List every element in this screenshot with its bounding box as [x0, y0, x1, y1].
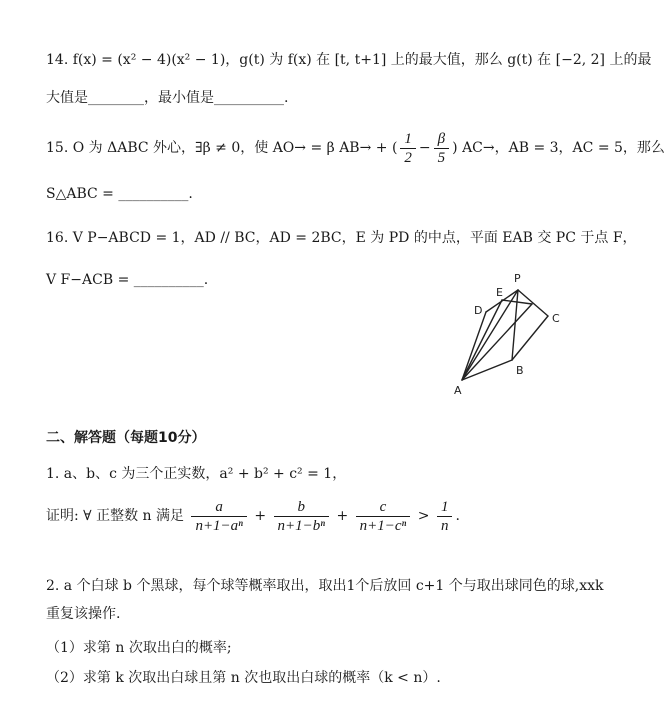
section-heading: 二、解答题（每题10分） [46, 430, 206, 446]
q15-frac-a-den: 2 [400, 148, 416, 167]
q15-suffix: ) AC→，AB = 3，AC = 5，那么 [452, 140, 665, 156]
q15-prefix: 15. O 为 ΔABC 外心，∃β ≠ 0，使 AO→ = β AB→ + ( [46, 140, 398, 156]
q14-line1: 14. f(x) = (x² − 4)(x² − 1)，g(t) 为 f(x) 在 [t, t+1] 上的最大值，那么 g(t) 在 [−2, 2] 上的最 [46, 52, 652, 68]
p2-line1: 2. a 个白球 b 个黑球，每个球等概率取出，取出1个后放回 c+1 个与取出球同色的球,xxk [46, 578, 604, 594]
p1-frac-rhs [437, 498, 453, 535]
p1-gt: > [417, 508, 430, 524]
edge-AB [462, 360, 512, 380]
q15-frac-b [434, 130, 450, 167]
label-B: B [516, 364, 524, 377]
p1-frac-b-num: b [297, 498, 306, 515]
q15-frac-a [400, 130, 416, 167]
edge-PA [462, 290, 518, 380]
p2-line2: 重复该操作. [46, 606, 121, 622]
p1-line1: 1. a、b、c 为三个正实数，a² + b² + c² = 1， [46, 466, 347, 482]
p1-end: . [455, 508, 460, 524]
q15-minus: − [418, 140, 431, 156]
p1-frac-c-den: n+1−cⁿ [356, 516, 411, 535]
p1-frac-a-num: a [215, 498, 223, 515]
q15-line2: S△ABC = __________. [46, 186, 193, 202]
q15-line1 [46, 128, 665, 168]
label-P: P [514, 272, 521, 285]
p1-frac-b [274, 498, 329, 535]
q15-frac-b-num: β [437, 130, 446, 147]
label-A: A [454, 384, 462, 397]
p1-proof-line [46, 494, 460, 538]
p1-proof-prefix: 证明: ∀ 正整数 n 满足 [46, 508, 184, 524]
q14-line2: 大值是________，最小值是__________. [46, 90, 289, 106]
q15-frac-b-den: 5 [434, 148, 450, 167]
q15-frac-a-num: 1 [404, 130, 412, 147]
p2-sub2: （2）求第 k 次取出白球且第 n 次也取出白球的概率（k < n）. [46, 670, 441, 686]
p1-frac-rhs-num: 1 [440, 498, 449, 515]
label-C: C [552, 312, 560, 325]
q16-line2: V F−ACB = __________. [46, 272, 209, 288]
p1-frac-c [356, 498, 411, 535]
pyramid-sketch [440, 262, 580, 402]
p1-frac-a-den: n+1−aⁿ [191, 516, 246, 535]
label-D: D [474, 304, 483, 317]
p1-plus-1: + [254, 508, 267, 524]
p1-frac-rhs-den: n [437, 516, 453, 535]
q16-line1: 16. V P−ABCD = 1，AD // BC，AD = 2BC，E 为 PD 的中点，平面 EAB 交 PC 于点 F， [46, 230, 637, 246]
p1-frac-a [191, 498, 246, 535]
edge-BC [512, 316, 548, 360]
p1-frac-b-den: n+1−bⁿ [274, 516, 329, 535]
p2-sub1: （1）求第 n 次取出白的概率; [46, 640, 232, 656]
p1-frac-c-num: c [379, 498, 387, 515]
p1-plus-2: + [336, 508, 349, 524]
label-E: E [496, 286, 503, 299]
